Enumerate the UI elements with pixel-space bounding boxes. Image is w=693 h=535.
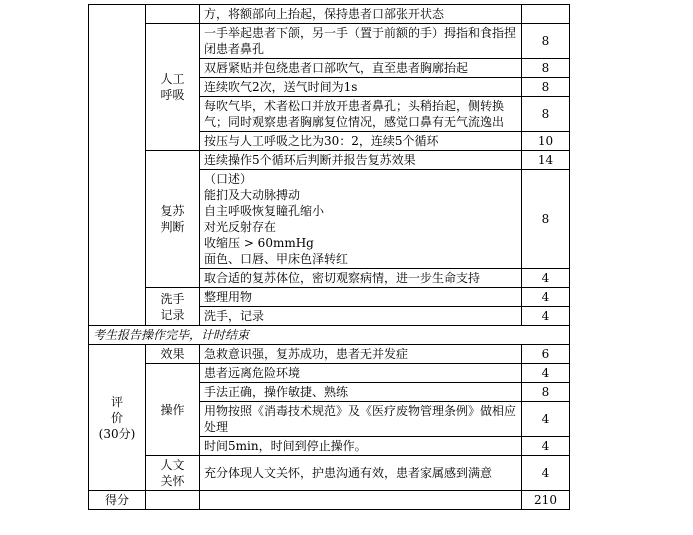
total-score-value: 210: [522, 491, 570, 510]
item-score: 4: [522, 269, 570, 288]
item-text: 每吹气毕，术者松口并放开患者鼻孔；头稍抬起，侧转换气；同时观察患者胸廓复位情况，感觉口鼻有无气流逸出: [200, 97, 522, 132]
item-score: 4: [522, 456, 570, 491]
item-score: 4: [522, 307, 570, 326]
group-label-resuscitation-assessment: 复苏 判断: [146, 151, 200, 288]
item-text: 充分体现人文关怀，护患沟通有效，患者家属感到满意: [200, 456, 522, 491]
section-label-evaluation: 评 价 (30分): [89, 345, 146, 491]
item-text: 洗手，记录: [200, 307, 522, 326]
table-row: [89, 151, 570, 170]
item-score: [522, 5, 570, 24]
item-score: 8: [522, 383, 570, 402]
total-blank-cell: [200, 491, 522, 510]
item-text: 时间5min，时间到停止操作。: [200, 437, 522, 456]
item-score: 8: [522, 97, 570, 132]
table-row: [89, 5, 570, 24]
exam-end-note: 考生报告操作完毕，计时结束: [89, 326, 570, 345]
table-row: [89, 24, 570, 59]
item-text: 连续吹气2次，送气时间为1s: [200, 78, 522, 97]
group-label-effect: 效果: [146, 345, 200, 364]
item-score: 10: [522, 132, 570, 151]
item-text: 手法正确，操作敏捷、熟练: [200, 383, 522, 402]
item-text: 连续操作5个循环后判断并报告复苏效果: [200, 151, 522, 170]
group-label-handwash-record: 洗手 记录: [146, 288, 200, 326]
item-text: 用物按照《消毒技术规范》及《医疗废物管理条例》做相应处理: [200, 402, 522, 437]
item-score: 8: [522, 24, 570, 59]
item-score: 6: [522, 345, 570, 364]
scoring-table: [88, 4, 570, 510]
item-text: 一手举起患者下颌，另一手（置于前额的手）拇指和食指捏闭患者鼻孔: [200, 24, 522, 59]
item-text: 方，将额部向上抬起，保持患者口部张开状态: [200, 5, 522, 24]
item-score: 8: [522, 78, 570, 97]
section-blank-cell: [89, 5, 146, 326]
item-score: 4: [522, 364, 570, 383]
group-cell-blank: [146, 5, 200, 24]
group-label-operation: 操作: [146, 364, 200, 456]
group-label-humanistic-care: 人文 关怀: [146, 456, 200, 491]
item-score: 8: [522, 170, 570, 269]
table-row: [89, 491, 570, 510]
total-score-label: 得分: [89, 491, 146, 510]
table-row: [89, 326, 570, 345]
item-text: 患者远离危险环境: [200, 364, 522, 383]
total-blank-cell: [146, 491, 200, 510]
item-score: 14: [522, 151, 570, 170]
item-text: 按压与人工呼吸之比为30：2，连续5个循环: [200, 132, 522, 151]
item-text: 双唇紧贴并包绕患者口部吹气，直至患者胸廓抬起: [200, 59, 522, 78]
item-score: 4: [522, 288, 570, 307]
table-row: [89, 288, 570, 307]
item-text: 急救意识强，复苏成功，患者无并发症: [200, 345, 522, 364]
item-text-multiline: （口述） 能扪及大动脉搏动 自主呼吸恢复瞳孔缩小 对光反射存在 收缩压 > 60mmHg 面色、口唇、甲床色泽转红: [200, 170, 522, 269]
item-score: 8: [522, 59, 570, 78]
item-score: 4: [522, 437, 570, 456]
table-row: [89, 345, 570, 364]
item-score: 4: [522, 402, 570, 437]
item-text: 取合适的复苏体位，密切观察病情，进一步生命支持: [200, 269, 522, 288]
table-row: [89, 364, 570, 383]
group-label-artificial-respiration: 人工 呼吸: [146, 24, 200, 151]
item-text: 整理用物: [200, 288, 522, 307]
